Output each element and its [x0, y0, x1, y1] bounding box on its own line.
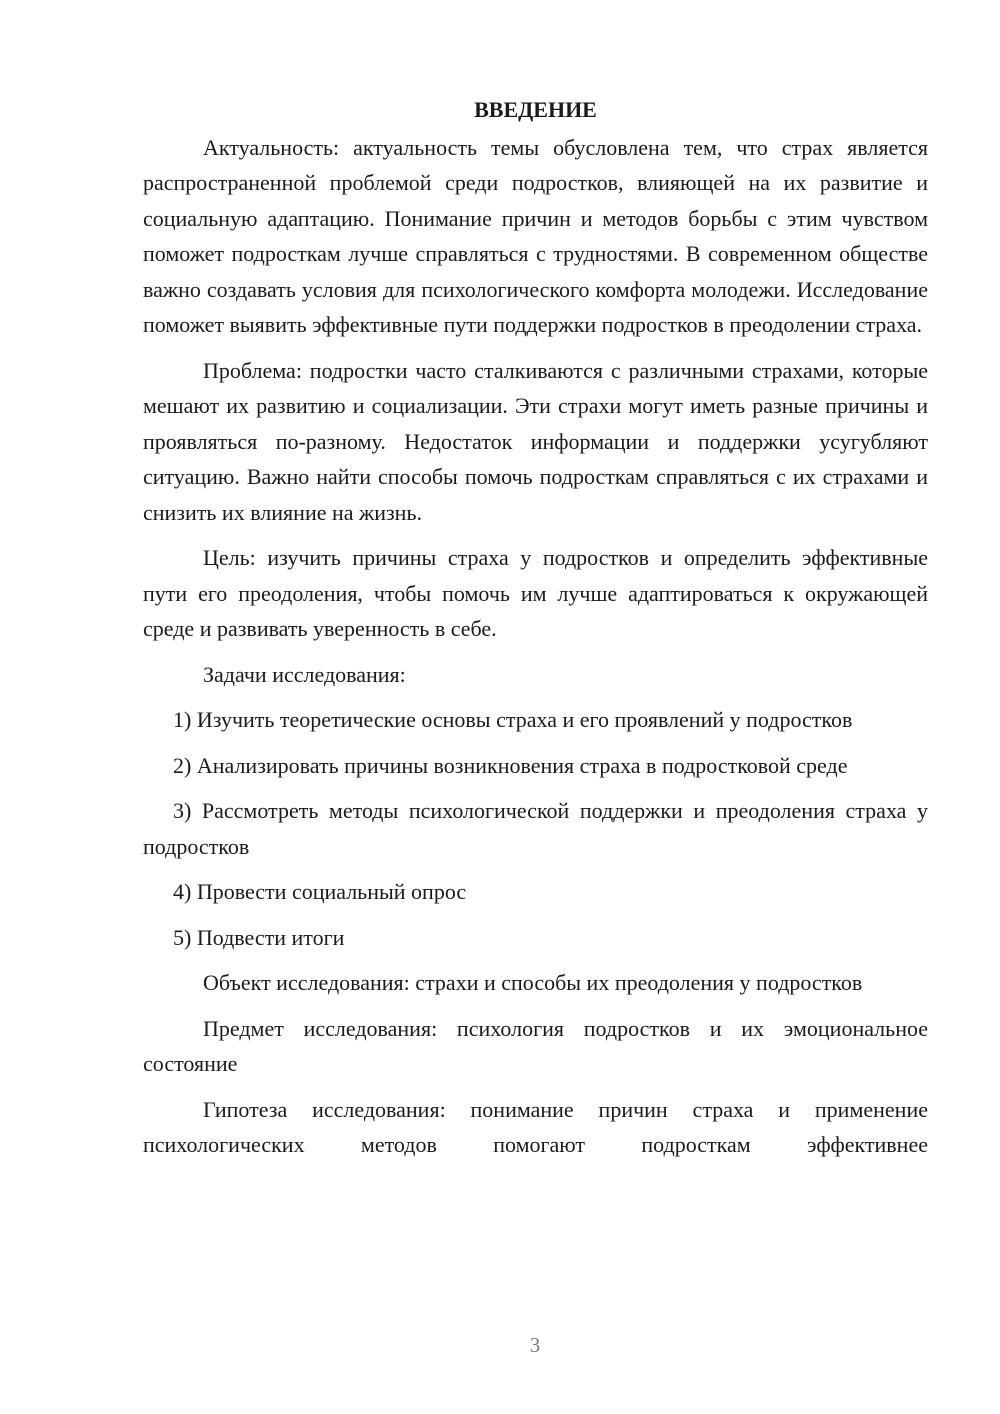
tasks-heading: Задачи исследования:	[203, 661, 406, 687]
paragraph-hypothesis: Гипотеза исследования: понимание причин страха и применение психологических методов помогают подросткам эффективнее	[143, 1096, 928, 1157]
paragraph-goal: Цель: изучить причины страха у подростков и определить эффективные пути его преодоления, чтобы помочь им лучше адаптироваться к окружающей среде и развивать уверенность в себе.	[143, 545, 928, 641]
task-item-4: 4) Провести социальный опрос	[173, 879, 467, 904]
page-number: 3	[529, 1333, 541, 1357]
page-content	[143, 92, 928, 1173]
paragraph-relevance: Актуальность: актуальность темы обусловлена тем, что страх является распространенной проблемой среди подростков, влияющей на их развитие и социальную адаптацию. Понимание причин и методов борьбы с этим чувством поможет подросткам лучше справляться с трудностями. В современном обществе важно создавать условия для психологического комфорта молодежи. Исследование поможет выявить эффективные пути поддержки подростков в преодолении страха.	[143, 134, 928, 337]
page-title: ВВЕДЕНИЕ	[474, 97, 597, 122]
task-item-1: 1) Изучить теоретические основы страха и его проявлений у подростков	[173, 707, 853, 732]
task-item-5: 5) Подвести итоги	[173, 924, 345, 950]
paragraph-problem: Проблема: подростки часто сталкиваются с различными страхами, которые мешают их развитию и социализации. Эти страхи могут иметь разные причины и проявляться по-разному. Недостаток информации и поддержки усугубляют ситуацию. Важно найти способы помочь подросткам справляться с их страхами и снизить их влияние на жизнь.	[143, 357, 928, 525]
paragraph-object: Объект исследования: страхи и способы их преодоления у подростков	[203, 970, 863, 995]
task-item-2: 2) Анализировать причины возникновения страха в подростковой среде	[173, 752, 848, 778]
paragraph-subject: Предмет исследования: психология подростков и их эмоциональное состояние	[143, 1015, 928, 1076]
task-item-3: 3) Рассмотреть методы психологической поддержки и преодоления страха у подростков	[143, 798, 928, 859]
